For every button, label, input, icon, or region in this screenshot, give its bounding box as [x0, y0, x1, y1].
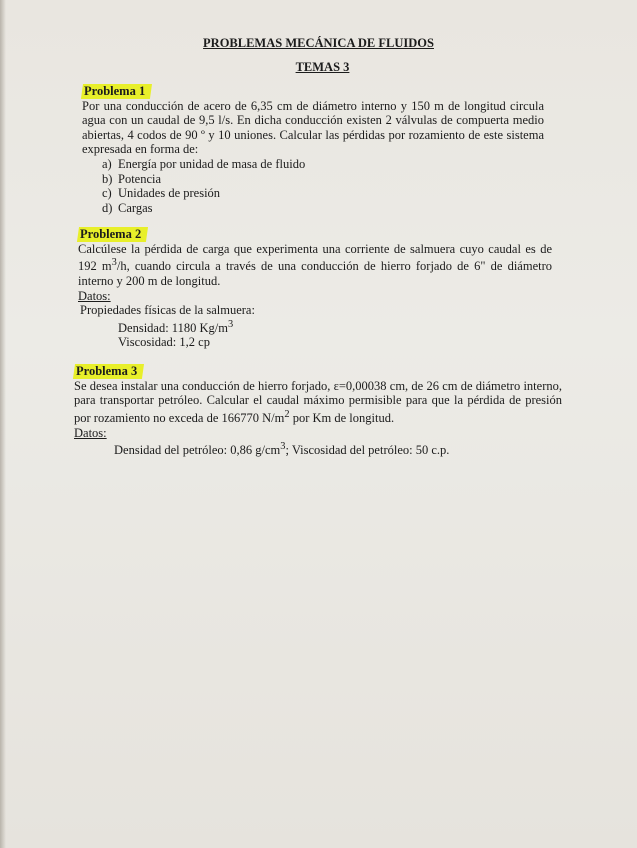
problem-1-list [82, 157, 544, 215]
problem-3-text-b: por Km de longitud. [289, 410, 395, 425]
subtitle-text: TEMAS 3 [295, 60, 350, 74]
problem-3-text-a: Se desea instalar una conducción de hierro forjado, ε=0,00038 cm, de 26 cm de diámetro interno, para transportar petróleo. Calcular el caudal máximo permisible para que la pérdida de presión por rozamiento no exceda de 166770 N/m [74, 378, 562, 425]
density-text: Densidad: 1180 Kg/m [118, 320, 228, 335]
problem-3-datos-label: Datos: [74, 425, 107, 440]
problem-2 [78, 227, 552, 350]
list-item [82, 186, 544, 201]
list-item [82, 172, 544, 187]
problem-3 [74, 364, 562, 458]
problem-2-heading [77, 227, 148, 242]
list-item [82, 157, 544, 172]
problem-2-density [78, 318, 552, 336]
problem-2-text-b: /h, cuando circula a través de una conducción de hierro forjado de 6" de diámetro interno y 200 m de longitud. [78, 259, 552, 288]
problem-3-data-b: ; Viscosidad del petróleo: 50 c.p. [285, 443, 450, 458]
problem-2-heading-text: Problema 2 [80, 227, 142, 241]
list-item-text: Energía por unidad de masa de fluido [118, 156, 306, 171]
list-item-text: Cargas [118, 200, 153, 215]
list-item [82, 201, 544, 216]
page-edge-shadow [0, 0, 6, 848]
problem-3-heading [73, 364, 144, 379]
problem-3-heading-text: Problema 3 [76, 364, 138, 378]
problem-1 [82, 84, 544, 215]
problem-1-statement: Por una conducción de acero de 6,35 cm de diámetro interno y 150 m de longitud circula agua con un caudal de 9,5 l/s. En dicha conducción existen 2 válvulas de compuerta medio abiertas, 4 codos de 90 º y 10 uniones. Calcular las pérdidas por rozamiento de este sistema expresada en forma de: [82, 98, 544, 157]
list-item-letter: d) [102, 200, 113, 215]
problem-1-heading [81, 84, 152, 99]
problem-3-data-a: Densidad del petróleo: 0,86 g/cm [114, 443, 281, 458]
document-title: PROBLEMAS MECÁNICA DE FLUIDOS [203, 36, 434, 50]
list-item-letter: a) [102, 156, 112, 171]
problem-2-datos-label: Datos: [78, 288, 111, 303]
problem-3-data [74, 440, 562, 458]
density-sup: 3 [227, 318, 234, 330]
problem-2-props-label: Propiedades físicas de la salmuera: [80, 303, 255, 318]
problem-3-data-sup: 3 [280, 441, 286, 453]
list-item-letter: b) [102, 171, 113, 186]
list-item-letter: c) [102, 186, 112, 201]
problem-2-text-a: Calcúlese la pérdida de carga que experimenta una corriente de salmuera cuyo caudal es de 192 m [78, 241, 552, 274]
document-subtitle [0, 60, 637, 75]
problem-2-statement [78, 242, 552, 289]
list-item-text: Potencia [118, 171, 162, 186]
problem-1-heading-text: Problema 1 [84, 84, 146, 98]
problem-3-statement [74, 379, 562, 426]
list-item-text: Unidades de presión [118, 186, 221, 201]
problem-2-sup: 3 [111, 257, 117, 269]
problem-2-viscosity: Viscosidad: 1,2 cp [118, 335, 210, 350]
problem-3-sup: 2 [284, 408, 290, 420]
